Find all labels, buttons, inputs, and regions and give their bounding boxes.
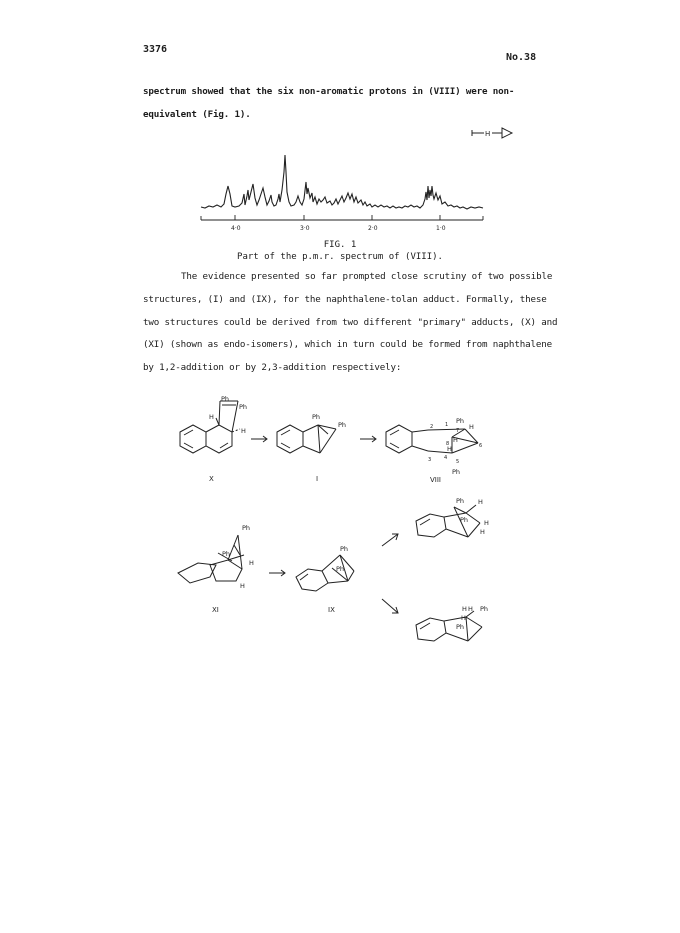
axis-tick-1: 1·0 bbox=[436, 225, 446, 232]
product-lower-ph-2: Ph bbox=[456, 623, 465, 631]
compound-viii-h-2: H bbox=[453, 436, 458, 444]
compound-x-ph-1: Ph bbox=[221, 395, 230, 403]
compound-label-viii: VIII bbox=[430, 476, 441, 484]
compound-label-i: I bbox=[316, 475, 319, 483]
compound-xi-ph-2: Ph bbox=[222, 550, 231, 558]
position-7: 7 bbox=[456, 428, 460, 434]
compound-x-ph-2: Ph bbox=[239, 403, 248, 411]
spectrum-figure bbox=[195, 150, 495, 240]
product-upper-h-2: H bbox=[484, 519, 489, 527]
compound-ix-structure bbox=[296, 555, 354, 591]
intro-line-1: spectrum showed that the six non-aromatic protons in (VIII) were non- bbox=[143, 86, 515, 97]
axis-tick-2: 2·0 bbox=[368, 225, 378, 232]
product-lower-h-3: H bbox=[461, 614, 466, 622]
compound-i-structure bbox=[277, 425, 336, 453]
body-line-2: structures, (I) and (IX), for the naphthalene-tolan adduct. Formally, these bbox=[143, 294, 547, 305]
arrow-ix-up bbox=[382, 534, 398, 546]
body-line-4: (XI) (shown as endo-isomers), which in turn could be formed from naphthalene bbox=[143, 339, 552, 350]
position-1: 1 bbox=[445, 422, 449, 428]
compound-ix-ph-1: Ph bbox=[340, 545, 349, 553]
axis-tick-4: 4·0 bbox=[231, 225, 241, 232]
position-8: 8 bbox=[446, 441, 450, 447]
compound-label-ix: IX bbox=[328, 606, 335, 614]
compound-label-x: X bbox=[209, 475, 214, 483]
compound-viii-ph-2: Ph bbox=[452, 468, 461, 476]
body-line-3: two structures could be derived from two different "primary" adducts, (X) and bbox=[143, 317, 558, 328]
position-3: 3 bbox=[428, 457, 432, 463]
arrow-ix-down bbox=[382, 599, 398, 613]
compound-x-h-2: H bbox=[241, 427, 246, 435]
body-line-5: by 1,2-addition or by 2,3-addition respectively: bbox=[143, 362, 402, 373]
compound-i-ph-1: Ph bbox=[312, 413, 321, 421]
figure-caption: Part of the p.m.r. spectrum of (VIII). bbox=[237, 252, 443, 262]
intro-line-2: equivalent (Fig. 1). bbox=[143, 109, 251, 120]
product-lower-h-1: H bbox=[462, 605, 467, 613]
compound-xi-h-2: H bbox=[240, 582, 245, 590]
compound-xi-ph-1: Ph bbox=[242, 524, 251, 532]
compound-viii-ph-1: Ph bbox=[456, 417, 465, 425]
compound-ix-ph-2: Ph bbox=[336, 565, 345, 573]
product-upper-ph-2: Ph bbox=[460, 516, 469, 524]
compound-xi-h-1: H bbox=[249, 559, 254, 567]
position-5: 5 bbox=[456, 459, 460, 465]
field-arrow-label: H bbox=[485, 130, 491, 138]
position-6: 6 bbox=[479, 443, 483, 449]
position-2: 2 bbox=[430, 424, 434, 430]
reaction-scheme bbox=[160, 385, 530, 655]
compound-x-h-1: H bbox=[209, 413, 214, 421]
product-upper-ph-1: Ph bbox=[456, 497, 465, 505]
compound-label-xi: XI bbox=[212, 606, 219, 614]
product-lower-structure bbox=[416, 611, 482, 641]
axis-tick-3: 3·0 bbox=[300, 225, 310, 232]
product-upper-h-1: H bbox=[478, 498, 483, 506]
product-lower-h-2: H bbox=[468, 605, 473, 613]
issue-number: No.38 bbox=[506, 52, 537, 63]
compound-xi-structure bbox=[178, 535, 244, 583]
product-upper-h-3: H bbox=[480, 528, 485, 536]
compound-viii-h-3: H bbox=[447, 445, 452, 453]
body-line-1: The evidence presented so far prompted close scrutiny of two possible bbox=[181, 271, 553, 282]
compound-viii-h-1: H bbox=[469, 423, 474, 431]
page-number: 3376 bbox=[143, 44, 168, 55]
compound-x-structure bbox=[180, 401, 240, 453]
figure-title: FIG. 1 bbox=[323, 240, 357, 250]
field-direction-arrow bbox=[470, 126, 516, 140]
compound-i-ph-2: Ph bbox=[338, 421, 347, 429]
product-lower-ph-1: Ph bbox=[480, 605, 489, 613]
product-upper-structure bbox=[416, 505, 480, 537]
position-4: 4 bbox=[444, 455, 448, 461]
